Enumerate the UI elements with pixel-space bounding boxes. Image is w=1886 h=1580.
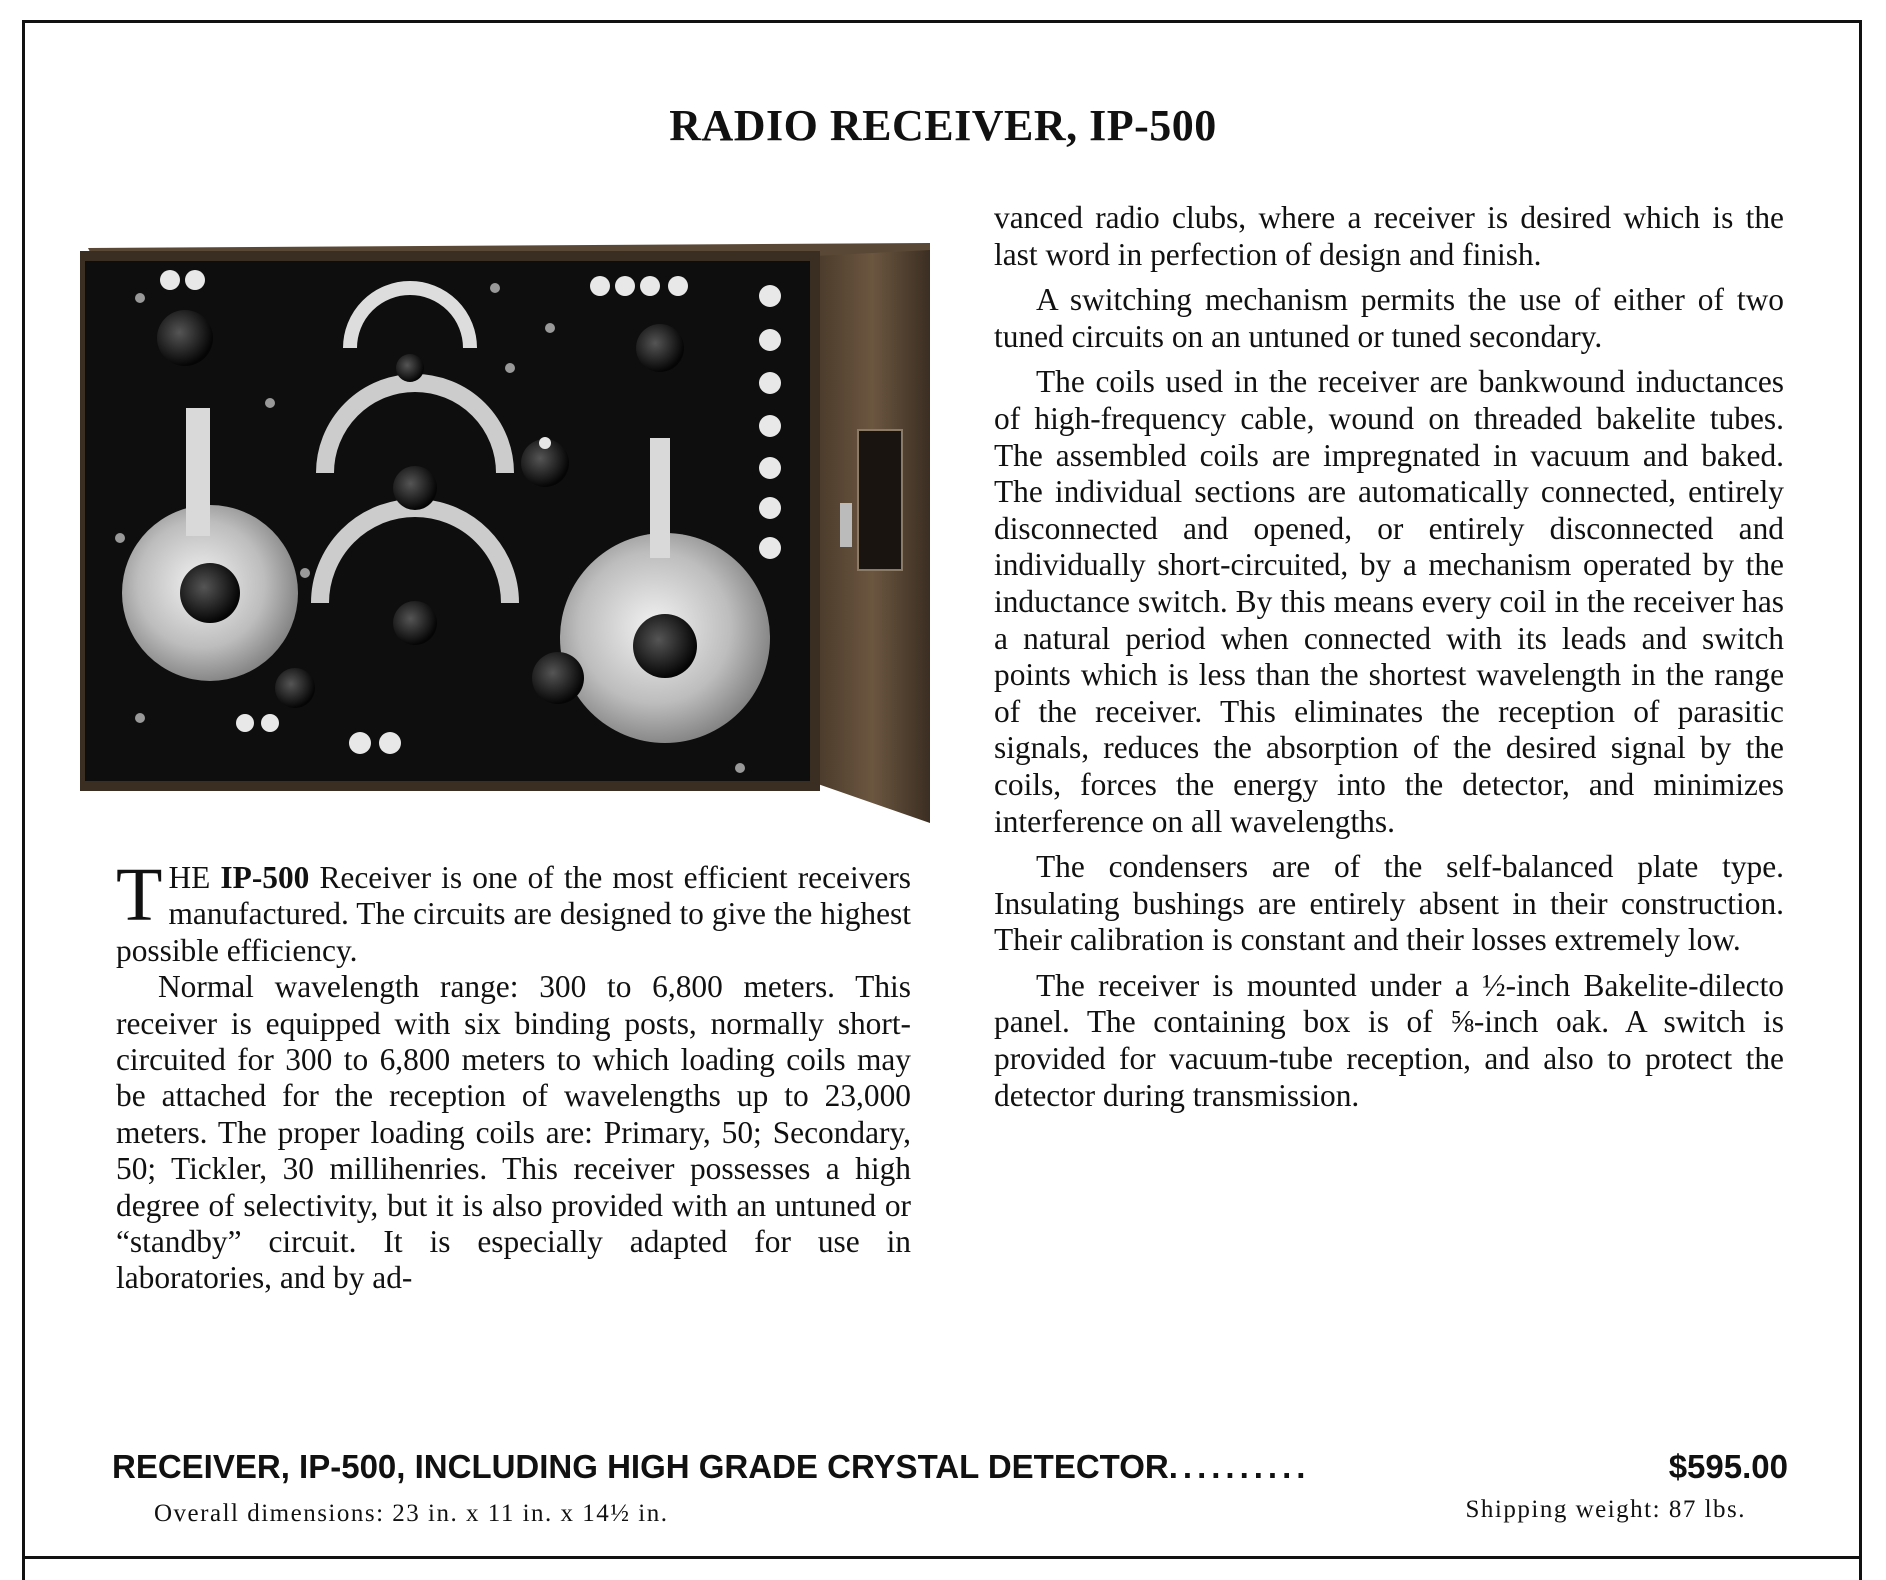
item-price: $595.00	[1668, 1448, 1788, 1485]
mounting-paragraph: The receiver is mounted under a ½-inch Bakelite-dilecto panel. The containing box is of ⅝-inch oak. A switch is provided for vacuum-tube reception, and also to protect the detector during transmission.	[994, 967, 1784, 1113]
shipping-weight: Shipping weight: 87 lbs.	[1465, 1496, 1746, 1523]
receiver-photo	[80, 238, 935, 823]
bottom-rule	[22, 1556, 1862, 1559]
continuation-paragraph: vanced radio clubs, where a receiver is desired which is the last word in perfection of design and finish.	[994, 200, 1784, 272]
drop-cap: T	[116, 853, 163, 937]
wavelength-paragraph: Normal wavelength range: 300 to 6,800 meters. This receiver is equipped with six binding posts, normally short-circuited for 300 to 6,800 meters to which loading coils may be attached for the reception of wavelengths up to 23,000 meters. The proper loading coils are: Primary, 50; Secondary, 50; Tickler, 30 millihenries. This receiver possesses a high degree of selectivity, but it is also provided with an untuned or “standby” circuit. It is especially adapted for use in laboratories, and by ad-	[116, 969, 911, 1296]
left-column	[116, 853, 911, 1297]
overall-dimensions: Overall dimensions: 23 in. x 11 in. x 14½ in.	[154, 1500, 669, 1527]
intro-text: Receiver is one of the most efficient receivers manufactured. The circuits are designed to give the highest possible efficiency.	[116, 860, 911, 968]
intro-model: IP-500	[220, 860, 310, 895]
price-line	[112, 1448, 1788, 1486]
page-title: RADIO RECEIVER, IP-500	[669, 101, 1217, 150]
coils-paragraph: The coils used in the receiver are bankwound inductances of high-frequency cable, wound on threaded bakelite tubes. The assembled coils are impregnated in vacuum and baked. The individual sections are automatically connected, entirely disconnected and opened, or entirely disconnected and individually short-circuited, by a mechanism operated by the inductance switch. By this means every coil in the receiver has a natural period when connected with its leads and switch points which is less than the shortest wavelength in the range of the receiver. This eliminates the reception of parasitic signals, reduces the absorption of the desired signal by the coils, forces the energy into the detector, and minimizes interference on all wavelengths.	[994, 364, 1784, 839]
intro-start: HE	[168, 860, 221, 895]
item-description: RECEIVER, IP-500, INCLUDING HIGH GRADE CRYSTAL DETECTOR	[112, 1448, 1169, 1485]
condensers-paragraph: The condensers are of the self-balanced plate type. Insulating bushings are entirely absent in their construction. Their calibration is constant and their losses extremely low.	[994, 849, 1784, 958]
switching-paragraph: A switching mechanism permits the use of either of two tuned circuits on an untuned or tuned secondary.	[994, 282, 1784, 354]
leader-dots: ..........	[1168, 1448, 1311, 1485]
right-column	[994, 200, 1784, 1114]
intro-paragraph	[116, 853, 911, 969]
